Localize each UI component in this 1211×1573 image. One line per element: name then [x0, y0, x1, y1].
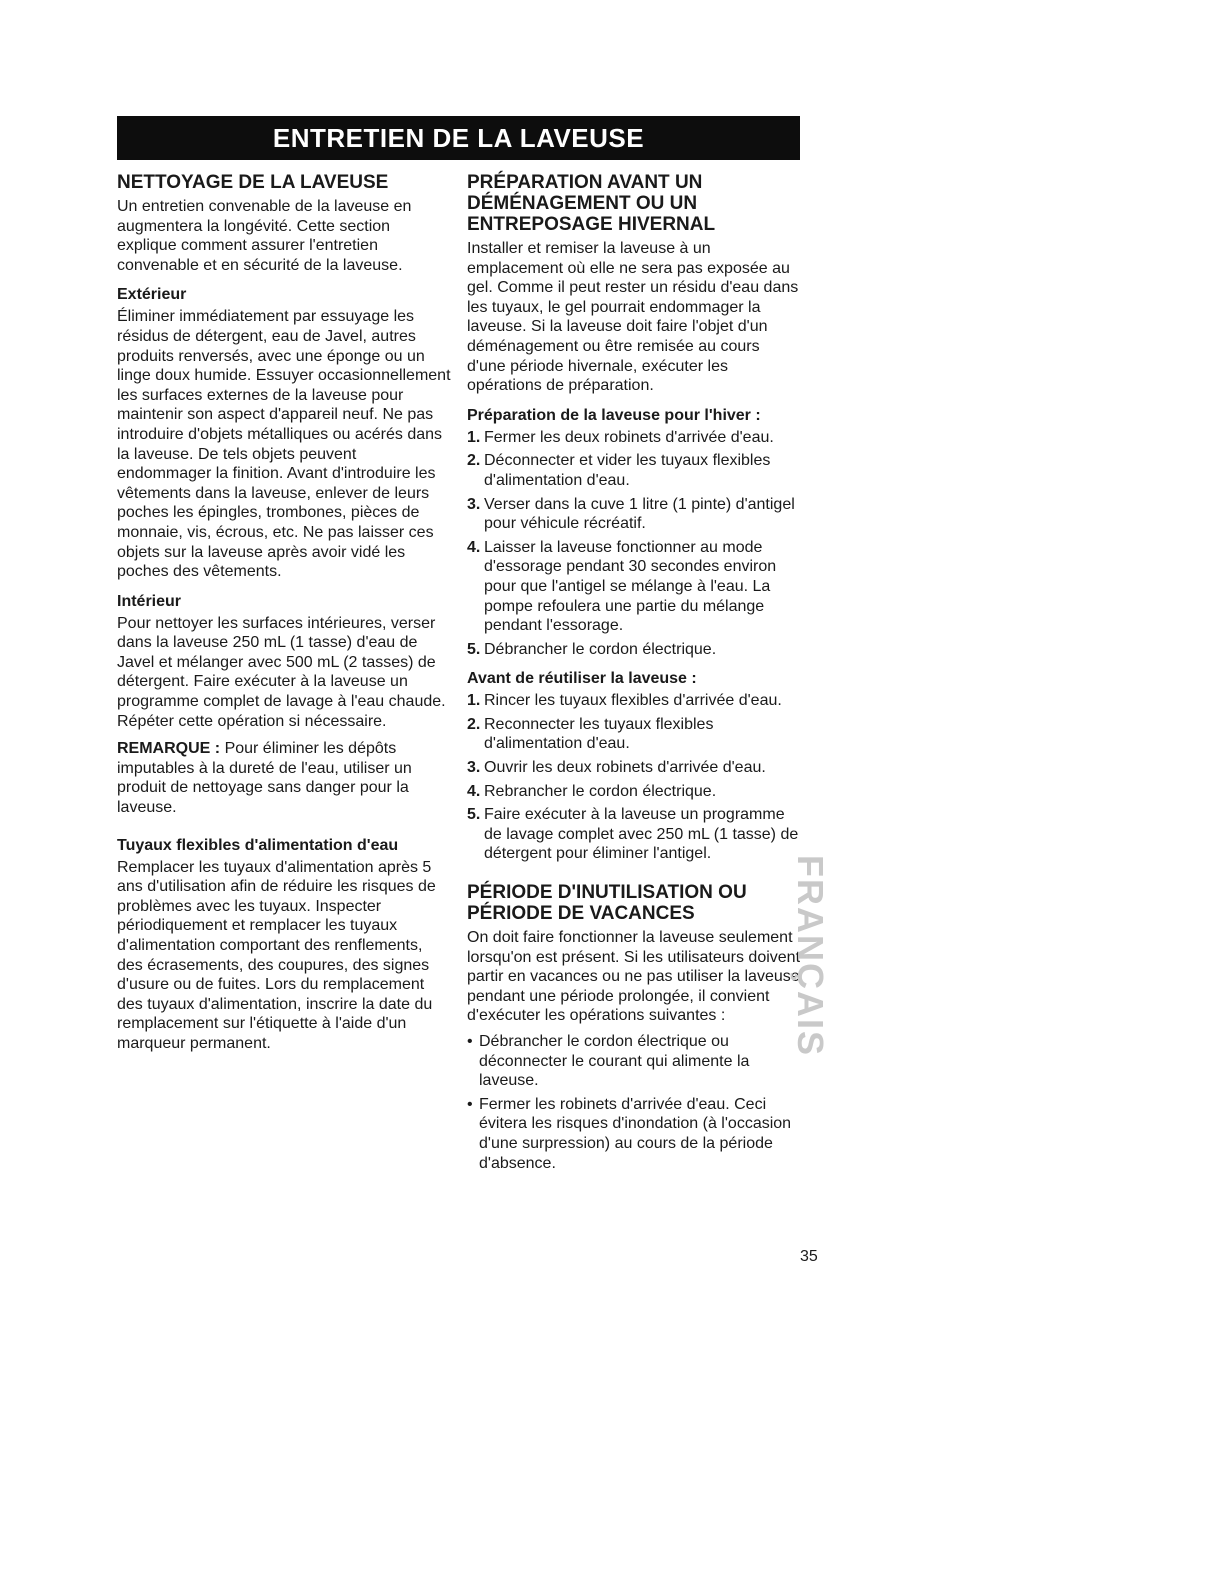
reuse-steps-list [467, 691, 802, 864]
list-item: 1. Rincer les tuyaux flexibles d'arrivée d'eau. [467, 692, 782, 710]
heading-reuse-steps: Avant de réutiliser la laveuse : [467, 670, 697, 688]
list-item: 1. Fermer les deux robinets d'arrivée d'eau. [467, 428, 774, 446]
language-label: FRANÇAIS [790, 855, 831, 1057]
heading-winter-prep: PRÉPARATION AVANT UN DÉMÉNAGEMENT OU UN ENTREPOSAGE HIVERNAL [467, 172, 716, 235]
heading-cleaning: NETTOYAGE DE LA LAVEUSE [117, 172, 389, 193]
list-item: • Débrancher le cordon électrique ou déconnecter le courant qui alimente la laveuse. [467, 1032, 802, 1091]
vacation-text: On doit faire fonctionner la laveuse seulement lorsqu'on est présent. Si les utilisateurs doivent partir en vacances ou ne pas utiliser la laveuse pendant une période prolongée, il convient d'exécuter les opérations suivantes : [467, 929, 801, 1025]
left-column [117, 172, 452, 1054]
right-column [467, 172, 802, 1177]
list-item: 3. Verser dans la cuve 1 litre (1 pinte) d'antigel pour véhicule récréatif. [467, 495, 795, 533]
heading-hoses: Tuyaux flexibles d'alimentation d'eau [117, 836, 399, 854]
list-item: 3. Ouvrir les deux robinets d'arrivée d'eau. [467, 759, 766, 777]
list-item: 4. Laisser la laveuse fonctionner au mode d'essorage pendant 30 secondes environ pour que l'antigel se mélange à l'eau. La pompe refoulera une partie du mélange pendant l'essorage. [467, 538, 777, 635]
cleaning-intro: Un entretien convenable de la laveuse en augmentera la longévité. Cette section explique comment assurer l'entretien convenable et en sécurité de la laveuse. [117, 198, 412, 274]
remarque-label: REMARQUE : [117, 740, 221, 758]
winter-intro: Installer et remiser la laveuse à un emplacement où elle ne sera pas exposée au gel. Comme il peut rester un résidu d'eau dans les tuyaux, le gel pourrait endommager la laveuse. Si la laveuse doit faire l'objet d'un déménagement ou être remisée au cours d'une période hivernale, exécuter les opérations de préparation. [467, 240, 799, 395]
heading-exterior: Extérieur [117, 286, 187, 304]
exterior-text: Éliminer immédiatement par essuyage les résidus de détergent, eau de Javel, autres produits renversés, avec une éponge ou un linge doux humide. Essuyer occasionnellement les surfaces externes de la laveuse pour maintenir son aspect d'appareil neuf. Ne pas introduire d'objets métalliques ou acérés dans la laveuse. De tels objets peuvent endommager la finition. Avant d'introduire les vêtements dans la laveuse, enlever de leurs poches les épingles, trombones, pièces de monnaie, vis, écrous, etc. Ne pas laisser ces objets sur la laveuse après avoir vidé les poches des vêtements. [117, 308, 451, 581]
list-item: 2. Déconnecter et vider les tuyaux flexibles d'alimentation d'eau. [467, 452, 771, 489]
heading-vacation: PÉRIODE D'INUTILISATION OU PÉRIODE DE VACANCES [467, 882, 747, 925]
list-item: 4. Rebrancher le cordon électrique. [467, 782, 717, 800]
banner-title: ENTRETIEN DE LA LAVEUSE [272, 122, 645, 153]
winter-steps-list [467, 428, 802, 660]
section-banner [117, 116, 800, 160]
language-side-tab [770, 856, 850, 1056]
list-item: 5. Faire exécuter à la laveuse un programme de lavage complet avec 250 mL (1 tasse) de détergent pour éliminer l'antigel. [467, 806, 799, 863]
list-item: • Fermer les robinets d'arrivée d'eau. Ceci évitera les risques d'inondation (à l'occasion d'une surpression) au cours de la période d'absence. [467, 1095, 802, 1173]
remarque-note [117, 739, 452, 817]
hoses-text: Remplacer les tuyaux d'alimentation après 5 ans d'utilisation afin de réduire les risques de problèmes avec les tuyaux. Inspecter périodiquement et remplacer les tuyaux d'alimentation comportant des renflements, des écrasements, des coupures, des signes d'usure ou de fuites. Lors du remplacement des tuyaux d'alimentation, inscrire la date du remplacement sur l'étiquette à l'aide d'un marqueur permanent. [117, 858, 436, 1052]
vacation-bullets [467, 1032, 802, 1173]
page-number: 35 [800, 1248, 818, 1265]
heading-winter-steps: Préparation de la laveuse pour l'hiver : [467, 406, 761, 424]
heading-interior: Intérieur [117, 592, 182, 610]
interior-text: Pour nettoyer les surfaces intérieures, verser dans la laveuse 250 mL (1 tasse) d'eau de Javel et mélanger avec 500 mL (2 tasses) de détergent. Faire exécuter à la laveuse un programme complet de lavage à l'eau chaude. Répéter cette opération si nécessaire. [117, 614, 446, 730]
remarque-text: Pour éliminer les dépôts imputables à la dureté de l'eau, utiliser un produit de nettoyage sans danger pour la laveuse. [117, 740, 412, 817]
list-item: 5. Débrancher le cordon électrique. [467, 640, 717, 658]
list-item: 2. Reconnecter les tuyaux flexibles d'alimentation d'eau. [467, 715, 714, 753]
